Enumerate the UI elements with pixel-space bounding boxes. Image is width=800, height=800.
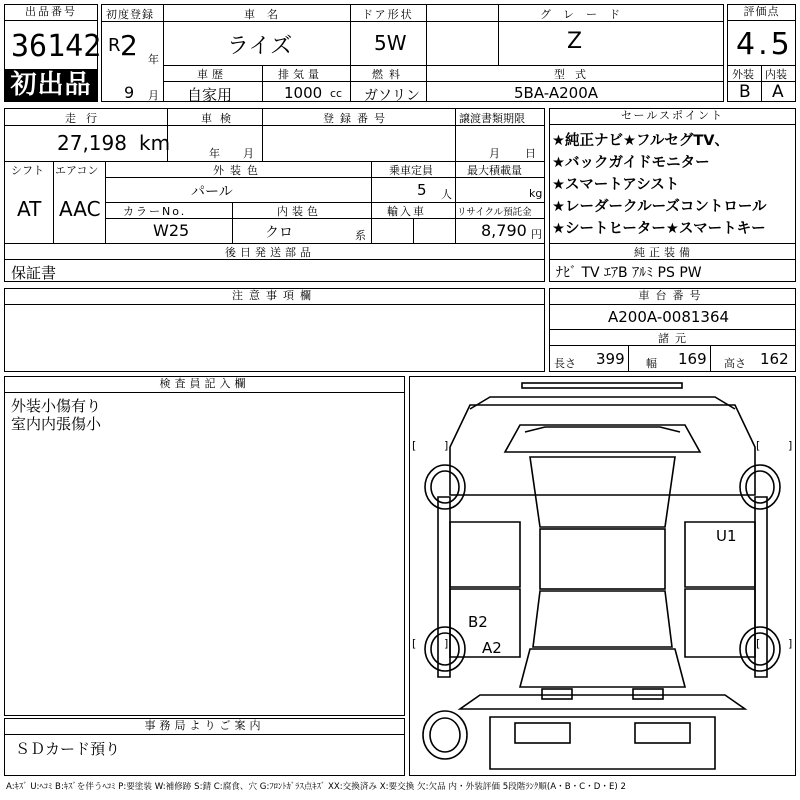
car-name-value: ライズ (227, 34, 293, 59)
office-box (4, 718, 405, 776)
sales-points-box (549, 108, 796, 282)
recycle-unit: 円 (531, 228, 542, 241)
door-label: ドア形状 (362, 8, 414, 21)
interior-color-label: 内装色 (277, 205, 322, 218)
recycle-value: 8,790 (481, 221, 527, 240)
sales-point-item: ★シートヒーター★スマートキー (552, 221, 766, 237)
displacement-label: 排気量 (278, 68, 323, 81)
shift-value: AT (17, 197, 42, 221)
transfer-month-unit: 月 (489, 147, 500, 160)
svg-text:[: [ (756, 439, 761, 452)
genuine-label: 純正装備 (634, 246, 694, 259)
score-ext-value: B (739, 82, 751, 102)
later-parts-label: 後日発送部品 (225, 246, 315, 259)
notes-box (4, 288, 545, 372)
damage-mark-u1: U1 (716, 527, 737, 545)
inspector-note: 室内内張傷小 (11, 415, 102, 433)
inspection-month-unit: 月 (243, 147, 254, 160)
transfer-label: 譲渡書類期限 (459, 112, 525, 125)
later-parts-value: 保証書 (11, 264, 57, 282)
history-label: 車歴 (197, 68, 227, 81)
first-reg-label: 初度登録 (106, 8, 154, 21)
exterior-color-value: パール (191, 184, 233, 200)
reg-number-label: 登録番号 (323, 112, 391, 125)
capacity-label: 乗車定員 (389, 164, 433, 177)
car-diagram-svg (410, 377, 795, 775)
svg-text:[: [ (756, 637, 761, 650)
vehicle-info-block (101, 4, 724, 102)
chassis-value: A200A-0081364 (608, 308, 730, 326)
svg-text:]: ] (444, 439, 449, 452)
score-ext-label: 外装 (732, 68, 754, 81)
score-int-value: A (772, 82, 784, 102)
max-load-unit: kg (529, 187, 543, 200)
first-reg-month-unit: 月 (148, 89, 159, 102)
length-value: 399 (596, 350, 625, 368)
inspector-label: 検査員記入欄 (5, 377, 404, 393)
first-reg-year-unit: 年 (148, 53, 159, 66)
interior-color-value: クロ (265, 225, 293, 241)
car-diagram-box (409, 376, 796, 776)
lot-number-box (4, 4, 102, 102)
sales-point-item: ★レーダークルーズコントロール (552, 199, 767, 215)
inspector-box (4, 376, 405, 716)
model-value: 5BA-A200A (514, 84, 599, 102)
door-value: 5W (374, 31, 407, 55)
aircon-label: エアコン (55, 164, 99, 177)
first-reg-era: R (108, 35, 121, 56)
mid-info-block (4, 108, 545, 282)
first-reg-year: 2 (120, 29, 138, 62)
history-value: 自家用 (187, 86, 233, 104)
svg-text:]: ] (788, 637, 793, 650)
lot-number-label: 出品番号 (5, 5, 97, 21)
score-value: 4.5 (736, 27, 793, 62)
color-no-label: カラーNo. (123, 205, 187, 218)
mileage-unit: km (139, 131, 171, 155)
recycle-label: リサイクル預託金 (457, 207, 532, 218)
svg-text:]: ] (788, 439, 793, 452)
sales-point-item: ★バックガイドモニター (552, 155, 710, 171)
mileage-label: 走行 (65, 112, 107, 125)
score-box (727, 4, 796, 102)
first-listing-badge: 初出品 (5, 69, 97, 101)
inspector-note: 外装小傷有り (11, 397, 102, 415)
transfer-day-unit: 日 (525, 147, 536, 160)
aircon-value: AAC (59, 197, 101, 221)
max-load-label: 最大積載量 (467, 164, 522, 177)
capacity-value: 5 (417, 181, 427, 199)
import-label: 輸入車 (387, 205, 426, 218)
sales-point-item: ★純正ナビ★フルセグTV、 (552, 133, 730, 149)
displacement-unit: cc (330, 87, 343, 100)
grade-value: Z (567, 29, 583, 54)
specs-label: 諸元 (658, 332, 692, 345)
office-label: 事務局よりご案内 (5, 719, 404, 735)
svg-text:[: [ (412, 637, 417, 650)
width-value: 169 (678, 350, 707, 368)
chassis-box (549, 288, 796, 372)
color-no-value: W25 (153, 221, 190, 240)
legend-text: A:ｷｽﾞ U:ﾍｺﾐ B:ｷｽﾞを伴うﾍｺﾐ P:要塗装 W:補修跡 S:錆 C:腐食、穴 G:ﾌﾛﾝﾄｶﾞﾗｽ点ｷｽﾞ XX:交換済み X:要交換 欠:欠品 内・外装評価 5段階ﾗﾝｸ順(A・B・C・D・E) 2 (6, 782, 626, 792)
lot-number-value: 36142 (11, 29, 102, 64)
inspection-year-unit: 年 (209, 147, 220, 160)
car-name-label: 車名 (244, 8, 290, 21)
fuel-label: 燃料 (372, 68, 406, 81)
score-label: 評価点 (728, 5, 795, 21)
model-label: 型式 (554, 68, 596, 81)
width-label: 幅 (646, 357, 657, 370)
exterior-color-label: 外装色 (213, 164, 264, 177)
genuine-value: ﾅﾋﾞ TV ｴｱB ｱﾙﾐ PS PW (556, 265, 702, 281)
grade-label: グレード (540, 8, 632, 21)
first-reg-month: 9 (124, 83, 135, 102)
inspection-label: 車検 (201, 112, 239, 125)
score-int-label: 内装 (765, 68, 787, 81)
height-value: 162 (760, 350, 789, 368)
displacement-value: 1000 (284, 84, 323, 102)
length-label: 長さ (554, 357, 576, 370)
damage-mark-b2: B2 (468, 613, 488, 631)
mileage-value: 27,198 (57, 131, 127, 155)
office-value: ＳＤカード預り (15, 740, 121, 758)
notes-label: 注意事項欄 (5, 289, 544, 305)
damage-mark-a2: A2 (482, 639, 502, 657)
height-label: 高さ (724, 357, 746, 370)
interior-color-unit: 系 (355, 229, 366, 242)
sales-points-label: セールスポイント (550, 109, 795, 125)
svg-text:[: [ (412, 439, 417, 452)
fuel-value: ガソリン (364, 88, 420, 104)
sales-point-item: ★スマートアシスト (552, 177, 680, 193)
chassis-label: 車台番号 (550, 289, 795, 305)
svg-text:]: ] (444, 637, 449, 650)
capacity-unit: 人 (441, 188, 452, 201)
shift-label: シフト (11, 164, 44, 177)
